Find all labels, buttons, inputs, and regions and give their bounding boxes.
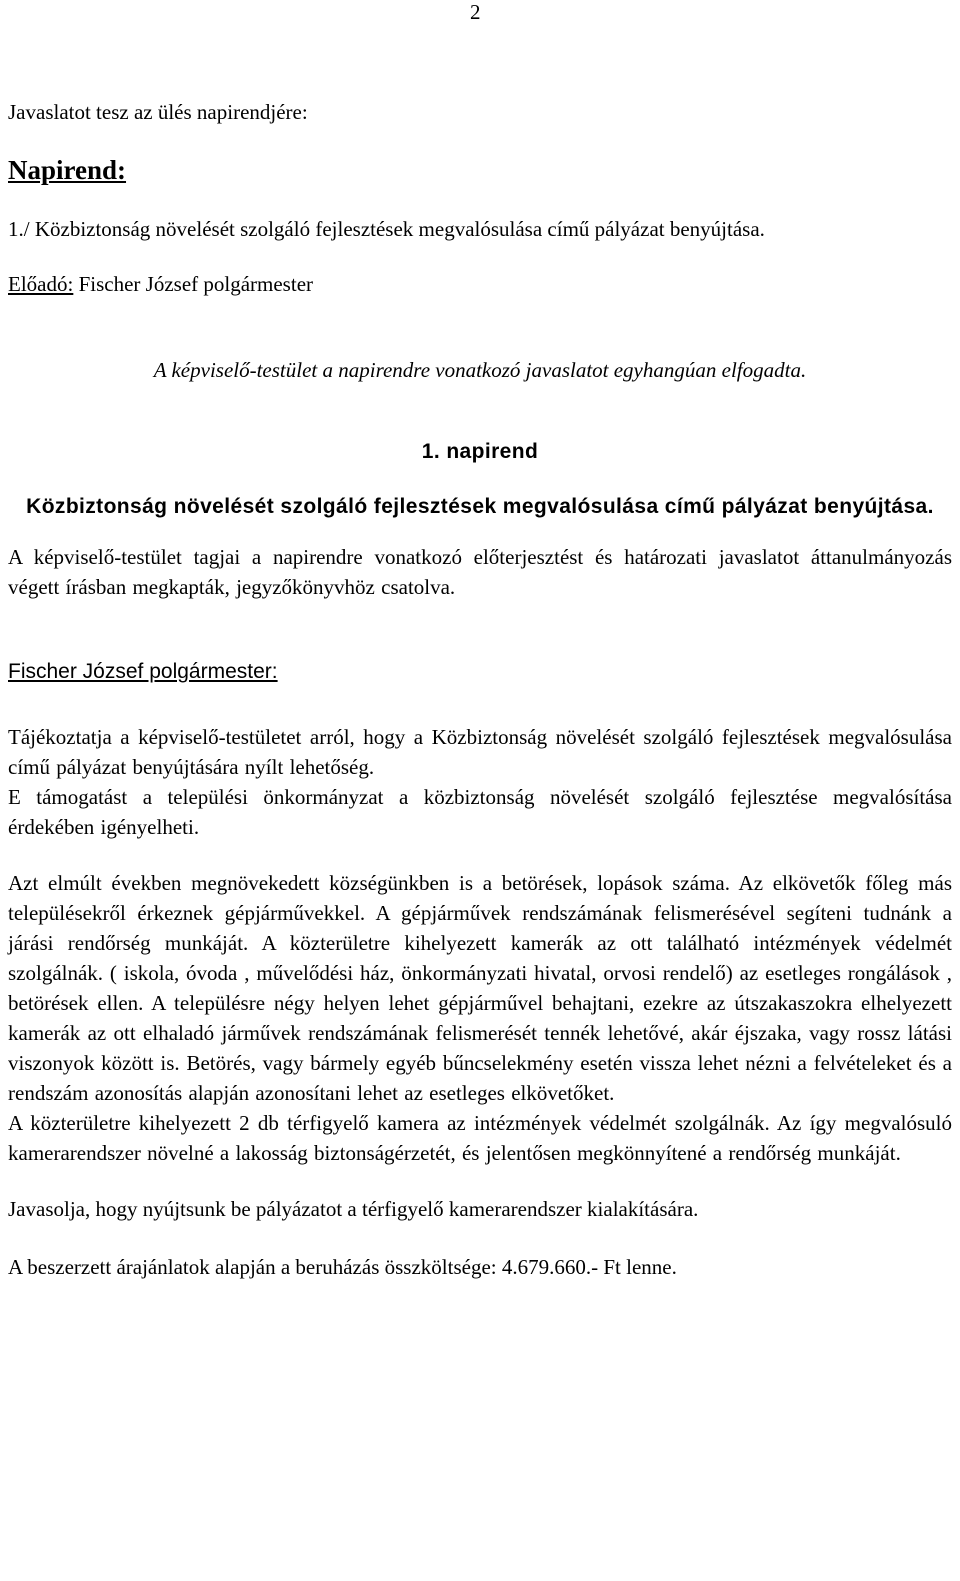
- presenter-name: Fischer József polgármester: [73, 272, 314, 296]
- section-title-heading: Közbiztonság növelését szolgáló fejlesztések megvalósulása című pályázat benyújtása.: [26, 495, 934, 518]
- decision-statement: A képviselő-testület a napirendre vonatkozó javaslatot egyhangúan elfogadta.: [153, 358, 807, 382]
- received-materials-text: A képviselő-testület tagjai a napirendre vonatkozó előterjesztést és határozati javaslatot áttanulmányozás végett írásban megkapták, jegyzőkönyvhöz csatolva.: [8, 545, 952, 599]
- intro-text: Javaslatot tesz az ülés napirendjére:: [8, 100, 308, 124]
- presenter-label: Előadó:: [8, 272, 74, 296]
- paragraph-2: E támogatást a települési önkormányzat a közbiztonság növelését szolgáló fejlesztése megvalósítása érdekében igényelheti.: [8, 785, 952, 839]
- paragraph-4: A közterületre kihelyezett 2 db térfigyelő kamera az intézmények védelmét szolgálnák. Az így megvalósuló kamerarendszer növelné a lakosság biztonságérzetét, és jelentősen megkönnyítené a rendőrség munkáját.: [8, 1111, 952, 1165]
- agenda-heading: Napirend:: [8, 155, 127, 185]
- cost-text: A beszerzett árajánlatok alapján a beruházás összköltsége: 4.679.660.- Ft lenne.: [8, 1255, 677, 1279]
- paragraph-3: Azt elmúlt években megnövekedett községünkben is a betörések, lopások száma. Az elkövetők főleg más településekről érkeznek gépjárművekkel. A gépjárművek rendszámának felismerésével segíteni tudnánk a járási rendőrség munkáját. A közterületre kihelyezett kamerák az ott található intézmények védelmét szolgálnák. ( iskola, óvoda , művelődési ház, önkormányzati hivatal, orvosi rendelő) az esetleges rongálások , betörések ellen. A településre négy helyen lehet gépjárművel behajtani, ezekre az útszakaszokra elhelyezett kamerák az ott elhaladó járművek rendszámának felismerését tennék lehetővé, akár éjszaka, vagy rossz látási viszonyok között is. Betörés, vagy bármely egyéb bűncselekmény esetén vissza lehet nézni a felvételeket és a rendszám azonosítás alapján azonosítani lehet az esetleges elkövetőket.: [8, 871, 952, 1105]
- agenda-item: 1./ Közbiztonság növelését szolgáló fejlesztések megvalósulása című pályázat benyújtása.: [8, 217, 765, 241]
- speaker-heading: Fischer József polgármester:: [8, 660, 278, 683]
- document-body: [8, 97, 952, 1282]
- section-number-heading: 1. napirend: [421, 440, 539, 463]
- page-number: 2: [470, 0, 481, 24]
- presenter-line: [8, 269, 952, 299]
- paragraph-1: Tájékoztatja a képviselő-testületet arról, hogy a Közbiztonság növelését szolgáló fejlesztések megvalósulása című pályázat benyújtására nyílt lehetőség.: [8, 725, 952, 779]
- proposal-text: Javasolja, hogy nyújtsunk be pályázatot a térfigyelő kamerarendszer kialakítására.: [8, 1197, 699, 1221]
